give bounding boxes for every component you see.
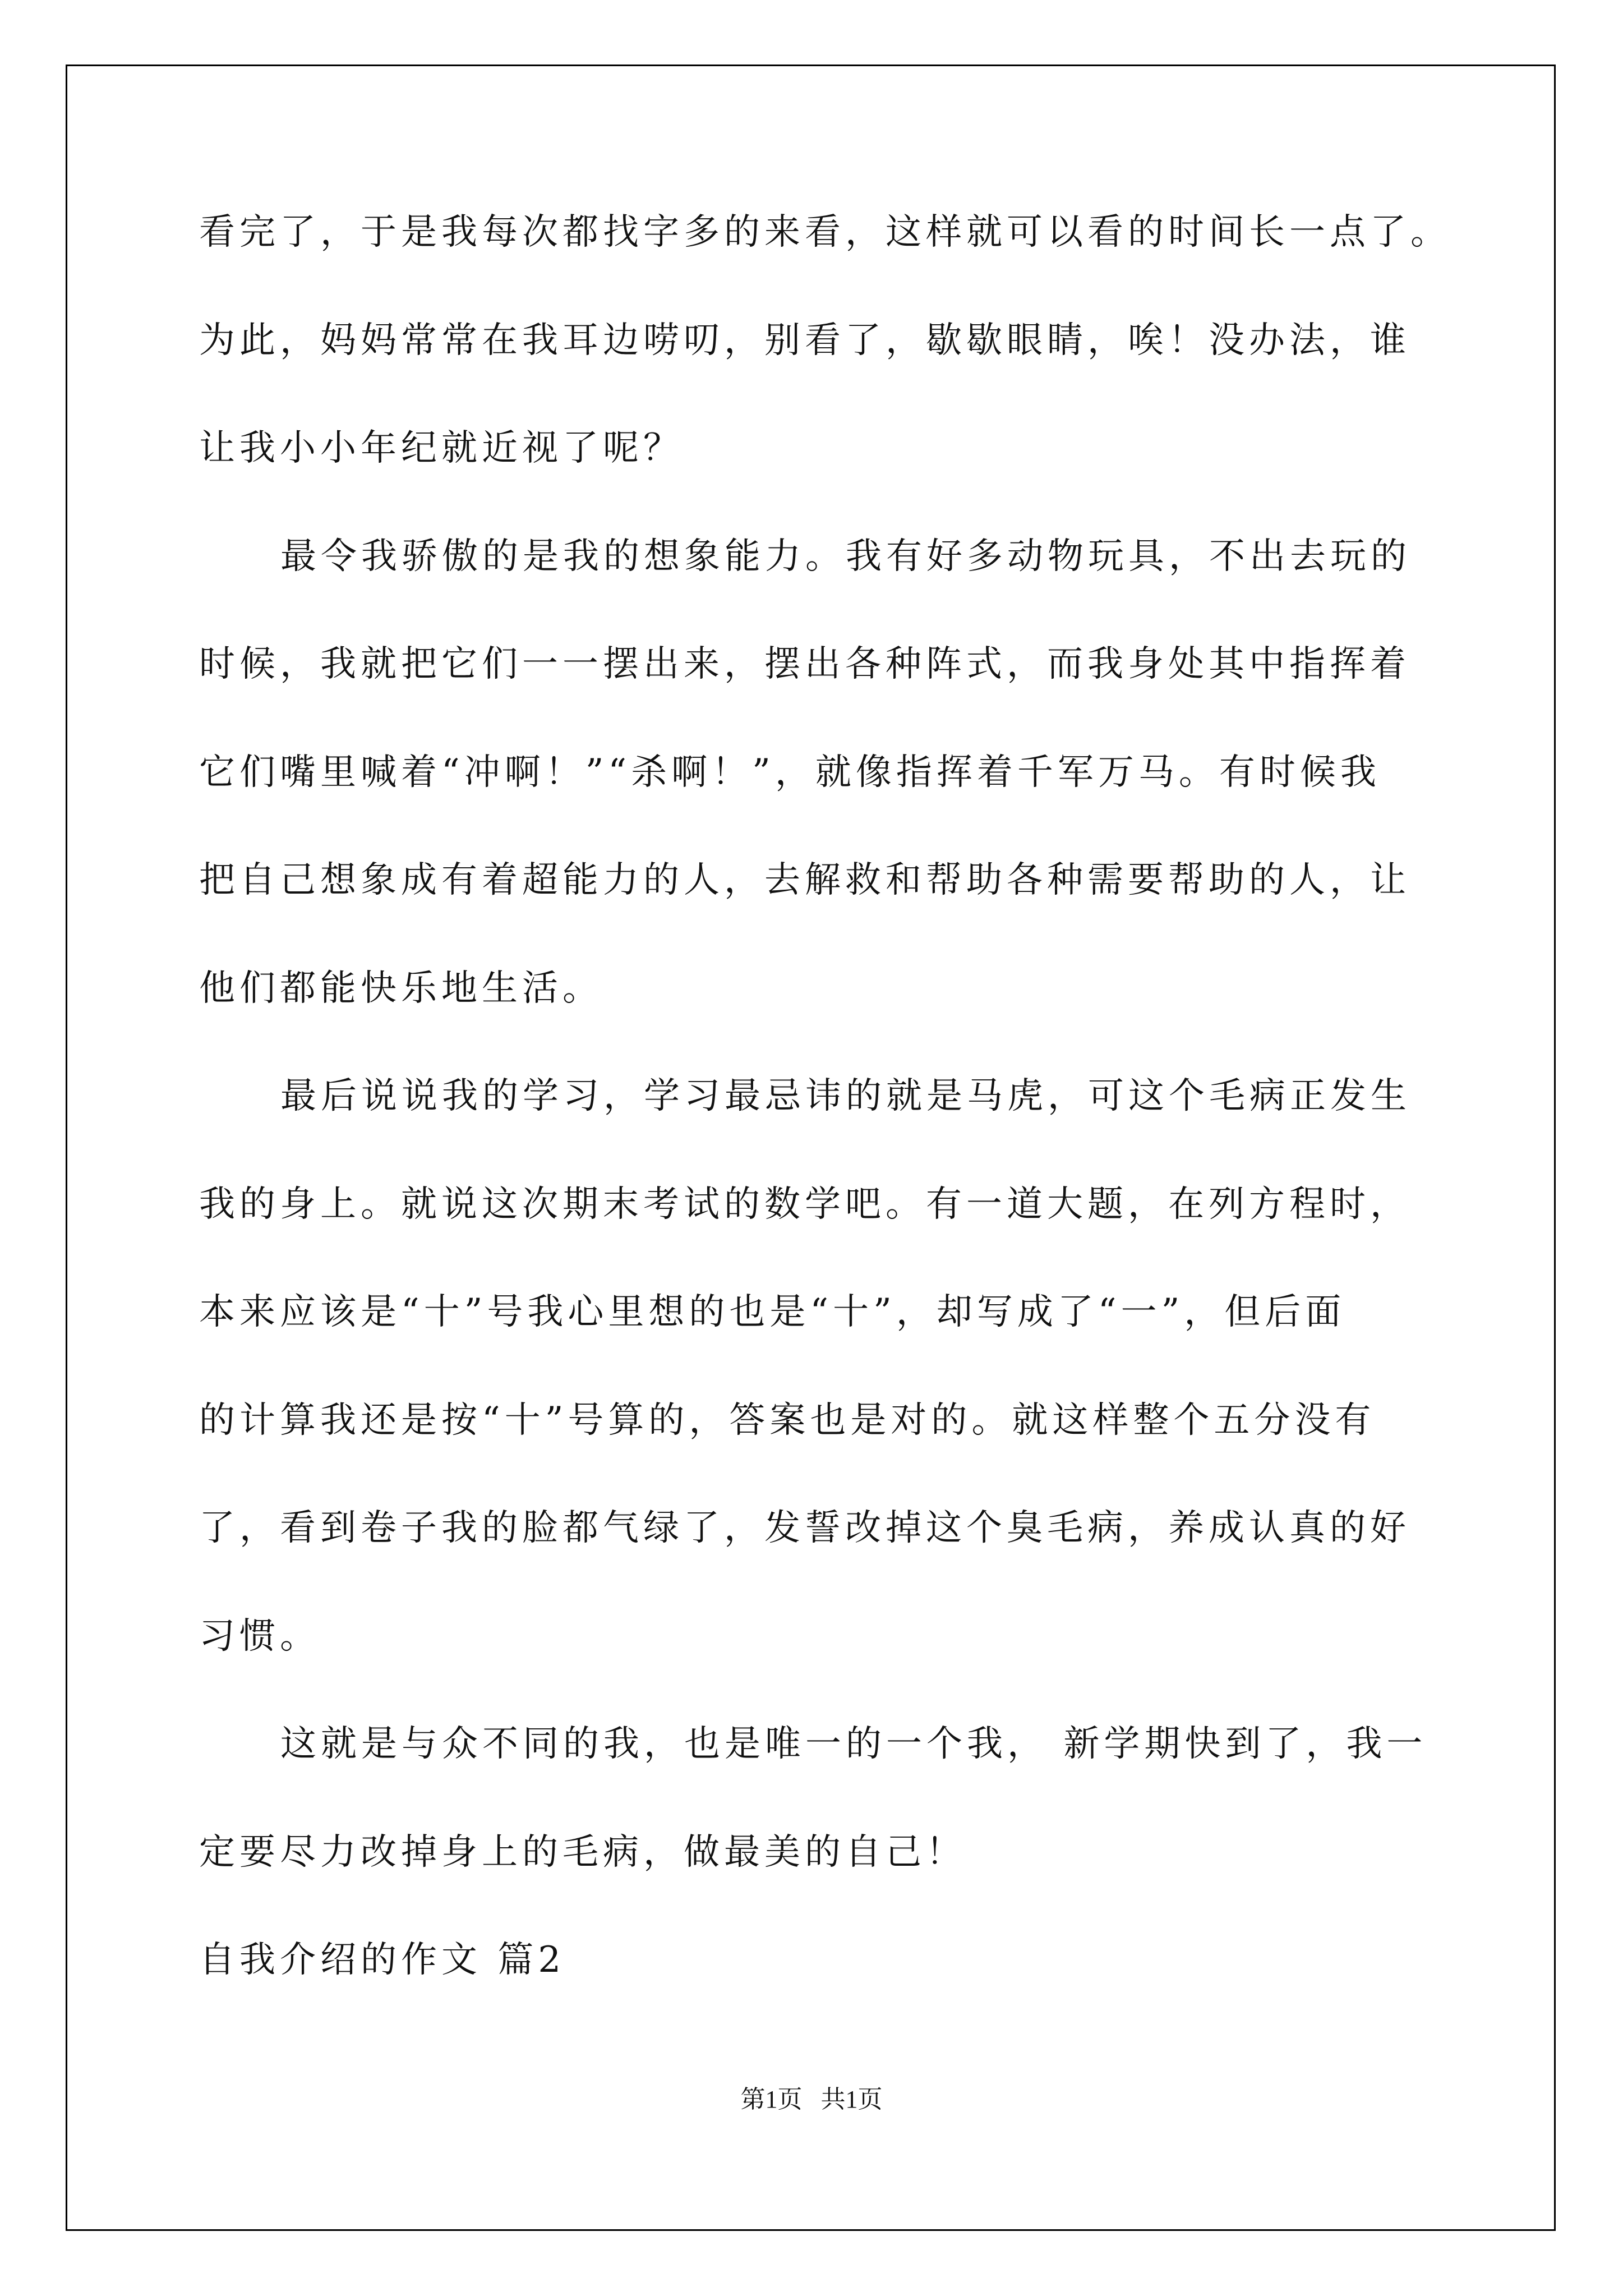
text-line: 定要尽力改掉身上的毛病，做最美的自己！ [199,1832,966,1873]
text-line: 我的身上。就说这次期末考试的数学吧。有一道大题，在列方程时， [199,1184,1410,1225]
text-line: 本来应该是“十”号我心里想的也是“十”，却写成了“一”，但后面 [199,1291,1346,1333]
page-frame [66,65,1556,2231]
text-line: 习惯。 [199,1616,320,1657]
text-line: 把自己想象成有着超能力的人，去解救和帮助各种需要帮助的人，让 [199,859,1410,901]
text-line: 他们都能快乐地生活。 [199,968,603,1009]
paragraph-start-line: 最后说说我的学习，学习最忌讳的就是马虎，可这个毛病正发生 [280,1075,1411,1117]
text-line: 时候，我就把它们一一摆出来，摆出各种阵式，而我身处其中指挥着 [199,643,1410,685]
text-line: 看完了，于是我每次都找字多的来看，这样就可以看的时间长一点了。 [199,211,1451,253]
paragraph-start-line: 最令我骄傲的是我的想象能力。我有好多动物玩具，不出去玩的 [280,536,1411,577]
section-heading: 自我介绍的作文 篇2 [199,1939,566,1981]
text-line: 让我小小年纪就近视了呢？ [199,427,684,469]
text-line: 的计算我还是按“十”号算的，答案也是对的。就这样整个五分没有 [199,1400,1376,1441]
paragraph-start-line: 这就是与众不同的我，也是唯一的一个我， 新学期快到了，我一 [280,1723,1427,1765]
text-line: 了，看到卷子我的脸都气绿了，发誓改掉这个臭毛病，养成认真的好 [199,1507,1410,1549]
text-line: 为此，妈妈常常在我耳边唠叨，别看了，歇歇眼睛，唉！没办法，谁 [199,320,1410,361]
page-number-footer: 第1页 共1页 [740,2086,883,2113]
text-line: 它们嘴里喊着“冲啊！”“杀啊！”，就像指挥着千军万马。有时候我 [199,752,1381,793]
